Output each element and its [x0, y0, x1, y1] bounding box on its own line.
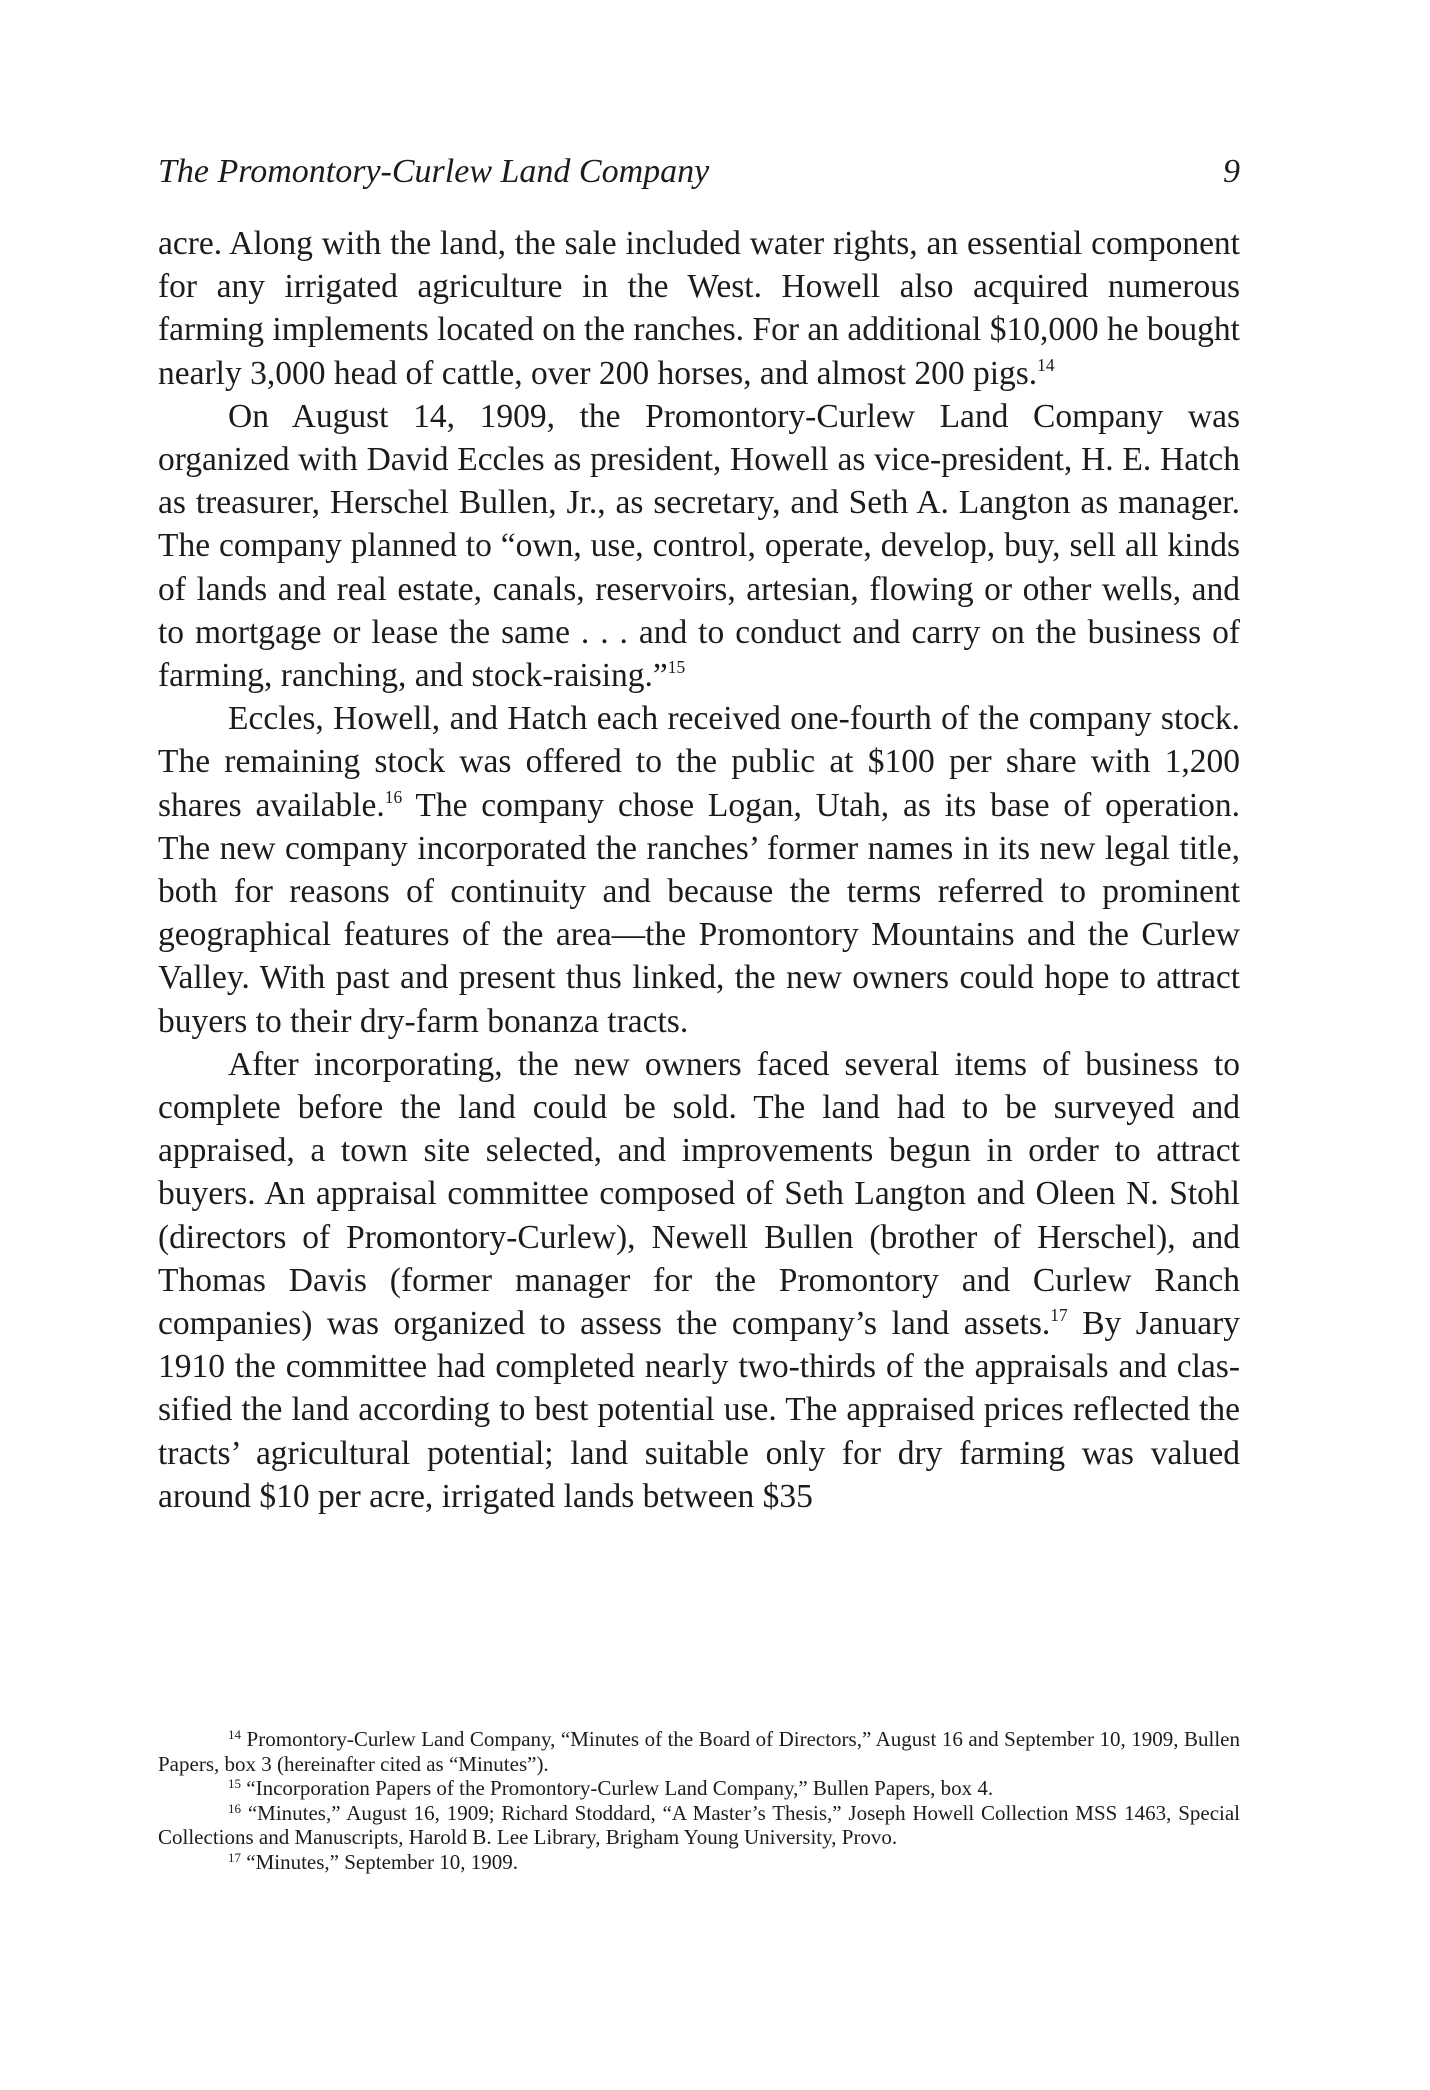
- paragraph-text: On August 14, 1909, the Promontory-Curlew Land Company was organized with David Eccles as president, Howell as vice-president, H. E. Hatch as treasurer, Herschel Bullen, Jr., as secretary, and Seth A. Langton as manager. The company planned to “own, use, control, operate, develop, buy, sell all kinds of lands and real estate, canals, reservoirs, artesian, flowing or other wells, and to mortgage or lease the same . . . and to conduct and carry on the business of farming, ranching, and stock-raising.”: [158, 397, 1240, 695]
- footnote-text: “Minutes,” September 10, 1909.: [246, 1849, 519, 1874]
- footnotes: [158, 1727, 1240, 1874]
- footnote-text: “Incorporation Papers of the Promontory-Curlew Land Company,” Bullen Papers, box 4.: [246, 1776, 994, 1800]
- footnote: [158, 1850, 1240, 1875]
- footnote-reference: 15: [667, 656, 686, 677]
- running-head-title: The Promontory-Curlew Land Company: [158, 153, 710, 190]
- footnote-text: “Minutes,” August 16, 1909; Richard Stoddard, “A Master’s Thesis,” Joseph Howell Collection MSS 1463, Special Collections and Manuscripts, Harold B. Lee Library, Brigham Young University, Provo.: [158, 1800, 1241, 1849]
- footnote-reference: 14: [1037, 354, 1055, 375]
- paragraph-text: acre. Along with the land, the sale included water rights, an essential component for any irrigated agriculture in the West. Howell also acquired numerous farming implements located on the ranches. For an additional $10,000 he bought nearly 3,000 head of cattle, over 200 horses, and almost 200 pigs.: [158, 225, 1240, 392]
- footnote-number: 17: [228, 1849, 242, 1865]
- paragraph-text: Eccles, Howell, and Hatch each received one-fourth of the company stock. The remaining stock was offered to the public at $100 per share with 1,200 shares available.: [158, 700, 1240, 824]
- footnote-reference: 16: [384, 786, 403, 807]
- paragraph-text: After incorporating, the new owners faced several items of business to complete before the land could be sold. The land had to be surveyed and appraised, a town site selected, and improvements begun in order to attract buyers. An appraisal committee composed of Seth Langton and Oleen N. Stohl (directors of Promontory-Curlew), Newell Bullen (brother of Herschel), and Thomas Davis (former manager for the Promontory and Curlew Ranch companies) was organized to assess the company’s land assets.: [158, 1045, 1240, 1343]
- footnote-number: 15: [228, 1775, 242, 1791]
- footnote-text: Promontory-Curlew Land Company, “Minutes of the Board of Directors,” August 16 and September 10, 1909, Bullen Papers, box 3 (hereinafter cited as “Minutes”).: [158, 1727, 1240, 1776]
- paragraph: [158, 222, 1240, 395]
- footnote-number: 14: [228, 1726, 242, 1742]
- paragraph-text-continued: By January 1910 the committee had completed nearly two-thirds of the appraisals and classified the land according to best potential use. The appraised prices reflected the tracts’ agricultural potential; land suitable only for dry farming was valued around $10 per acre, irrigated lands between $35: [158, 1305, 1240, 1515]
- footnote: [158, 1727, 1240, 1776]
- running-head: [158, 150, 1240, 194]
- paragraph: [158, 1043, 1240, 1518]
- page-number: 9: [1223, 153, 1240, 190]
- paragraph-text-continued: The company chose Logan, Utah, as its base of operation. The new company incorporated the ranches’ former names in its new legal title, both for reasons of continuity and because the terms referred to prominent geographical features of the area—the Promontory Mountains and the Curlew Valley. With past and present thus linked, the new owners could hope to attract buyers to their dry-farm bonanza tracts.: [158, 786, 1240, 1040]
- footnote-number: 16: [228, 1800, 242, 1816]
- footnote-reference: 17: [1050, 1305, 1068, 1326]
- body-text: [158, 222, 1240, 1518]
- footnote: [158, 1776, 1240, 1801]
- paragraph: [158, 395, 1240, 697]
- footnote: [158, 1801, 1240, 1850]
- paragraph: [158, 697, 1240, 1043]
